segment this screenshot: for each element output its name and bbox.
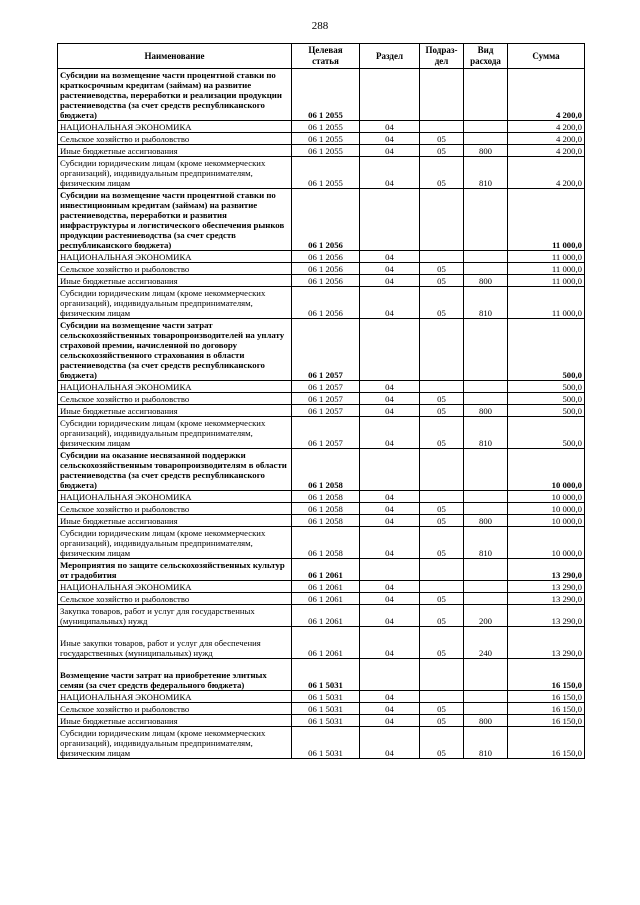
cell-target: 06 1 2057 — [292, 381, 360, 393]
cell-name: НАЦИОНАЛЬНАЯ ЭКОНОМИКА — [58, 691, 292, 703]
cell-target: 06 1 5031 — [292, 691, 360, 703]
cell-name: НАЦИОНАЛЬНАЯ ЭКОНОМИКА — [58, 121, 292, 133]
cell-subsection — [420, 449, 464, 491]
cell-name: Субсидии юридическим лицам (кроме некоммерческих организаций), индивидуальным предпринимателям, физическим лицам — [58, 727, 292, 759]
cell-target: 06 1 2061 — [292, 605, 360, 627]
cell-target: 06 1 2056 — [292, 263, 360, 275]
cell-amount: 10 000,0 — [508, 527, 585, 559]
cell-subsection: 05 — [420, 627, 464, 659]
cell-name: Субсидии на возмещение части процентной ставки по инвестиционным кредитам (займам) на развитие растениеводства, переработки и развития инфраструктуры и логистического обеспечения рынков продукции растениеводства (за счет средств республиканского бюджета) — [58, 189, 292, 251]
cell-section: 04 — [360, 503, 420, 515]
cell-subsection: 05 — [420, 593, 464, 605]
cell-amount: 13 290,0 — [508, 605, 585, 627]
cell-target: 06 1 2056 — [292, 251, 360, 263]
cell-subsection — [420, 659, 464, 691]
table-row — [58, 605, 585, 627]
cell-target: 06 1 5031 — [292, 727, 360, 759]
table-row — [58, 393, 585, 405]
cell-section: 04 — [360, 287, 420, 319]
cell-amount: 10 000,0 — [508, 491, 585, 503]
cell-name: Иные закупки товаров, работ и услуг для обеспечения государственных (муниципальных) нужд — [58, 627, 292, 659]
cell-subsection — [420, 491, 464, 503]
cell-expense-type — [464, 703, 508, 715]
header-expense-type: Вид расхода — [464, 44, 508, 69]
table-row — [58, 405, 585, 417]
cell-target: 06 1 2058 — [292, 449, 360, 491]
cell-amount: 11 000,0 — [508, 275, 585, 287]
table-row — [58, 659, 585, 691]
cell-subsection: 05 — [420, 703, 464, 715]
cell-section: 04 — [360, 417, 420, 449]
cell-name: НАЦИОНАЛЬНАЯ ЭКОНОМИКА — [58, 251, 292, 263]
cell-name: Субсидии юридическим лицам (кроме некоммерческих организаций), индивидуальным предпринимателям, физическим лицам — [58, 157, 292, 189]
cell-amount: 10 000,0 — [508, 449, 585, 491]
cell-section — [360, 659, 420, 691]
cell-expense-type — [464, 69, 508, 121]
cell-amount: 16 150,0 — [508, 727, 585, 759]
table-row — [58, 691, 585, 703]
cell-target: 06 1 2055 — [292, 69, 360, 121]
cell-name: Иные бюджетные ассигнования — [58, 715, 292, 727]
cell-subsection: 05 — [420, 503, 464, 515]
cell-section: 04 — [360, 133, 420, 145]
cell-name: Субсидии юридическим лицам (кроме некоммерческих организаций), индивидуальным предпринимателям, физическим лицам — [58, 417, 292, 449]
table-row — [58, 263, 585, 275]
header-section: Раздел — [360, 44, 420, 69]
cell-subsection: 05 — [420, 405, 464, 417]
cell-subsection: 05 — [420, 157, 464, 189]
cell-amount: 11 000,0 — [508, 263, 585, 275]
cell-expense-type — [464, 559, 508, 581]
cell-name: Сельское хозяйство и рыболовство — [58, 133, 292, 145]
cell-name: НАЦИОНАЛЬНАЯ ЭКОНОМИКА — [58, 581, 292, 593]
cell-section — [360, 319, 420, 381]
cell-target: 06 1 2055 — [292, 121, 360, 133]
table-row — [58, 503, 585, 515]
cell-amount: 13 290,0 — [508, 627, 585, 659]
cell-amount: 11 000,0 — [508, 251, 585, 263]
cell-name: Иные бюджетные ассигнования — [58, 515, 292, 527]
cell-target: 06 1 5031 — [292, 659, 360, 691]
cell-amount: 500,0 — [508, 393, 585, 405]
cell-expense-type: 810 — [464, 287, 508, 319]
table-row — [58, 287, 585, 319]
cell-name: Субсидии на оказание несвязанной поддержки сельскохозяйственным товаропроизводителям в области растениеводства (за счет средств республиканского бюджета) — [58, 449, 292, 491]
cell-expense-type — [464, 263, 508, 275]
table-row — [58, 515, 585, 527]
cell-amount: 16 150,0 — [508, 715, 585, 727]
cell-subsection — [420, 189, 464, 251]
cell-amount: 13 290,0 — [508, 593, 585, 605]
cell-section: 04 — [360, 491, 420, 503]
cell-name: Иные бюджетные ассигнования — [58, 405, 292, 417]
cell-expense-type — [464, 691, 508, 703]
cell-expense-type — [464, 133, 508, 145]
cell-name: Закупка товаров, работ и услуг для государственных (муниципальных) нужд — [58, 605, 292, 627]
table-row — [58, 275, 585, 287]
cell-amount: 13 290,0 — [508, 581, 585, 593]
cell-expense-type — [464, 491, 508, 503]
cell-expense-type — [464, 503, 508, 515]
table-row — [58, 145, 585, 157]
cell-amount: 4 200,0 — [508, 69, 585, 121]
cell-expense-type — [464, 189, 508, 251]
cell-expense-type: 800 — [464, 515, 508, 527]
cell-subsection: 05 — [420, 515, 464, 527]
table-row — [58, 627, 585, 659]
cell-name: НАЦИОНАЛЬНАЯ ЭКОНОМИКА — [58, 491, 292, 503]
cell-section — [360, 559, 420, 581]
cell-subsection: 05 — [420, 133, 464, 145]
cell-target: 06 1 2055 — [292, 145, 360, 157]
cell-section: 04 — [360, 727, 420, 759]
cell-expense-type — [464, 449, 508, 491]
cell-section: 04 — [360, 715, 420, 727]
table-row — [58, 157, 585, 189]
table-row — [58, 417, 585, 449]
cell-subsection: 05 — [420, 417, 464, 449]
cell-target: 06 1 2056 — [292, 275, 360, 287]
cell-target: 06 1 2061 — [292, 627, 360, 659]
cell-section: 04 — [360, 381, 420, 393]
cell-amount: 10 000,0 — [508, 515, 585, 527]
cell-amount: 500,0 — [508, 417, 585, 449]
cell-expense-type: 800 — [464, 145, 508, 157]
cell-target: 06 1 2055 — [292, 157, 360, 189]
header-target: Целевая статья — [292, 44, 360, 69]
cell-expense-type — [464, 659, 508, 691]
cell-section: 04 — [360, 275, 420, 287]
table-row — [58, 715, 585, 727]
table-row — [58, 319, 585, 381]
cell-subsection: 05 — [420, 605, 464, 627]
cell-subsection: 05 — [420, 287, 464, 319]
cell-subsection — [420, 319, 464, 381]
cell-expense-type: 800 — [464, 275, 508, 287]
cell-name: НАЦИОНАЛЬНАЯ ЭКОНОМИКА — [58, 381, 292, 393]
cell-subsection — [420, 581, 464, 593]
cell-section: 04 — [360, 157, 420, 189]
cell-target: 06 1 2056 — [292, 189, 360, 251]
table-row — [58, 381, 585, 393]
cell-target: 06 1 2058 — [292, 503, 360, 515]
cell-target: 06 1 2057 — [292, 393, 360, 405]
cell-subsection — [420, 691, 464, 703]
cell-expense-type — [464, 393, 508, 405]
cell-section: 04 — [360, 581, 420, 593]
table-row — [58, 559, 585, 581]
cell-amount: 11 000,0 — [508, 287, 585, 319]
cell-name: Субсидии на возмещение части процентной ставки по краткосрочным кредитам (займам) на развитие растениеводства, переработки и реализации продукции растениеводства (за счет средств республиканского бюджета) — [58, 69, 292, 121]
cell-section: 04 — [360, 691, 420, 703]
table-row — [58, 581, 585, 593]
table-row — [58, 527, 585, 559]
cell-expense-type: 810 — [464, 727, 508, 759]
cell-expense-type: 240 — [464, 627, 508, 659]
table-row — [58, 727, 585, 759]
cell-amount: 4 200,0 — [508, 121, 585, 133]
table-row — [58, 133, 585, 145]
cell-target: 06 1 2055 — [292, 133, 360, 145]
cell-expense-type: 800 — [464, 405, 508, 417]
cell-section: 04 — [360, 527, 420, 559]
cell-subsection: 05 — [420, 145, 464, 157]
cell-expense-type — [464, 121, 508, 133]
cell-name: Субсидии юридическим лицам (кроме некоммерческих организаций), индивидуальным предпринимателям, физическим лицам — [58, 527, 292, 559]
table-row — [58, 491, 585, 503]
cell-subsection — [420, 381, 464, 393]
cell-section: 04 — [360, 405, 420, 417]
cell-amount: 4 200,0 — [508, 145, 585, 157]
cell-section — [360, 189, 420, 251]
cell-subsection — [420, 69, 464, 121]
cell-expense-type — [464, 581, 508, 593]
cell-name: Возмещение части затрат на приобретение элитных семян (за счет средств федерального бюджета) — [58, 659, 292, 691]
cell-amount: 16 150,0 — [508, 691, 585, 703]
cell-expense-type: 800 — [464, 715, 508, 727]
cell-section — [360, 69, 420, 121]
cell-subsection: 05 — [420, 263, 464, 275]
cell-amount: 4 200,0 — [508, 157, 585, 189]
cell-subsection — [420, 251, 464, 263]
cell-section: 04 — [360, 251, 420, 263]
cell-expense-type — [464, 251, 508, 263]
cell-target: 06 1 2061 — [292, 559, 360, 581]
cell-amount: 16 150,0 — [508, 659, 585, 691]
cell-expense-type: 810 — [464, 417, 508, 449]
header-amount: Сумма — [508, 44, 585, 69]
cell-section: 04 — [360, 593, 420, 605]
cell-section: 04 — [360, 627, 420, 659]
cell-target: 06 1 2056 — [292, 287, 360, 319]
header-subsection: Подраз-дел — [420, 44, 464, 69]
cell-subsection: 05 — [420, 527, 464, 559]
cell-target: 06 1 5031 — [292, 703, 360, 715]
cell-expense-type — [464, 319, 508, 381]
cell-target: 06 1 2058 — [292, 527, 360, 559]
table-body — [58, 69, 585, 759]
cell-subsection: 05 — [420, 727, 464, 759]
cell-subsection: 05 — [420, 715, 464, 727]
cell-name: Сельское хозяйство и рыболовство — [58, 503, 292, 515]
page-number: 288 — [311, 20, 329, 32]
cell-amount: 11 000,0 — [508, 189, 585, 251]
cell-expense-type — [464, 593, 508, 605]
cell-section: 04 — [360, 121, 420, 133]
table-row — [58, 251, 585, 263]
cell-name: Иные бюджетные ассигнования — [58, 275, 292, 287]
cell-target: 06 1 2057 — [292, 417, 360, 449]
cell-name: Сельское хозяйство и рыболовство — [58, 393, 292, 405]
cell-amount: 500,0 — [508, 319, 585, 381]
cell-expense-type: 200 — [464, 605, 508, 627]
cell-expense-type: 810 — [464, 157, 508, 189]
cell-section: 04 — [360, 703, 420, 715]
cell-amount: 10 000,0 — [508, 503, 585, 515]
cell-target: 06 1 2058 — [292, 515, 360, 527]
cell-target: 06 1 2061 — [292, 593, 360, 605]
cell-section: 04 — [360, 145, 420, 157]
table-row — [58, 69, 585, 121]
cell-target: 06 1 2057 — [292, 405, 360, 417]
cell-name: Сельское хозяйство и рыболовство — [58, 263, 292, 275]
cell-subsection: 05 — [420, 275, 464, 287]
cell-target: 06 1 2061 — [292, 581, 360, 593]
cell-name: Сельское хозяйство и рыболовство — [58, 593, 292, 605]
cell-section — [360, 449, 420, 491]
table-row — [58, 189, 585, 251]
cell-subsection — [420, 559, 464, 581]
cell-amount: 4 200,0 — [508, 133, 585, 145]
cell-target: 06 1 5031 — [292, 715, 360, 727]
cell-amount: 500,0 — [508, 405, 585, 417]
table-row — [58, 121, 585, 133]
table-row — [58, 449, 585, 491]
budget-table — [57, 43, 585, 759]
cell-name: Субсидии на возмещение части затрат сельскохозяйственных товаропроизводителей на уплату страховой премии, начисленной по договору сельскохозяйственного страхования в области растениеводства (за счет средств республиканского бюджета) — [58, 319, 292, 381]
cell-target: 06 1 2057 — [292, 319, 360, 381]
cell-section: 04 — [360, 263, 420, 275]
cell-expense-type — [464, 381, 508, 393]
table-row — [58, 593, 585, 605]
header-name: Наименование — [58, 44, 292, 69]
cell-amount: 500,0 — [508, 381, 585, 393]
table-row — [58, 703, 585, 715]
cell-amount: 16 150,0 — [508, 703, 585, 715]
cell-target: 06 1 2058 — [292, 491, 360, 503]
cell-subsection — [420, 121, 464, 133]
cell-section: 04 — [360, 605, 420, 627]
cell-name: Субсидии юридическим лицам (кроме некоммерческих организаций), индивидуальным предпринимателям, физическим лицам — [58, 287, 292, 319]
cell-subsection: 05 — [420, 393, 464, 405]
cell-section: 04 — [360, 393, 420, 405]
cell-section: 04 — [360, 515, 420, 527]
cell-name: Иные бюджетные ассигнования — [58, 145, 292, 157]
table-header-row — [58, 44, 585, 69]
cell-expense-type: 810 — [464, 527, 508, 559]
cell-amount: 13 290,0 — [508, 559, 585, 581]
cell-name: Мероприятия по защите сельскохозяйственных культур от градобития — [58, 559, 292, 581]
cell-name: Сельское хозяйство и рыболовство — [58, 703, 292, 715]
